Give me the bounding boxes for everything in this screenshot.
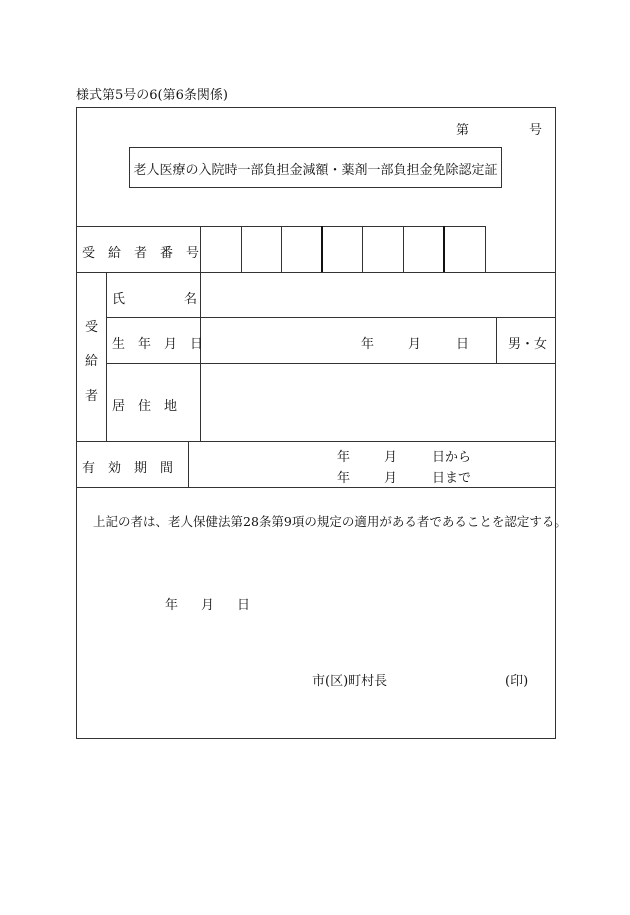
- address-label: 居 住 地: [112, 399, 178, 414]
- recipient-group-label: 受: [85, 320, 99, 335]
- cell-border: [403, 226, 404, 272]
- dob-label: 生 年 月 日: [112, 337, 204, 352]
- issue-month: 月: [201, 598, 215, 613]
- cell-border: [496, 317, 497, 363]
- recipient-number-label: 受 給 者 番 号: [82, 246, 200, 261]
- validity-to-year: 年: [337, 471, 351, 486]
- recipient-group-label: 者: [85, 389, 99, 404]
- dob-year: 年: [361, 337, 375, 352]
- issue-day: 日: [237, 598, 251, 613]
- validity-label: 有 効 期 間: [82, 461, 174, 476]
- cell-border: [443, 226, 445, 272]
- cell-border: [200, 226, 201, 272]
- issuer-label: 市(区)町村長: [312, 674, 388, 689]
- number-go: 号: [529, 123, 543, 138]
- divider: [106, 363, 556, 364]
- cell-border: [106, 272, 107, 441]
- validity-from-year: 年: [337, 450, 351, 465]
- cell-border: [188, 441, 189, 487]
- dob-month: 月: [408, 337, 422, 352]
- validity-from-day: 日から: [432, 450, 472, 465]
- validity-to-day: 日まで: [432, 471, 472, 486]
- cell-border: [281, 226, 282, 272]
- certificate-frame: [76, 107, 556, 739]
- divider: [106, 317, 556, 318]
- divider: [76, 441, 556, 442]
- validity-to-month: 月: [384, 471, 398, 486]
- divider: [76, 487, 556, 488]
- dob-day: 日: [456, 337, 470, 352]
- sex-field[interactable]: 男・女: [508, 337, 548, 352]
- certificate-title: 老人医療の入院時一部負担金減額・薬剤一部負担金免除認定証: [133, 163, 498, 178]
- issue-year: 年: [165, 598, 179, 613]
- cell-border: [241, 226, 242, 272]
- name-label: 氏: [112, 292, 126, 307]
- form-number: 様式第5号の6(第6条関係): [76, 88, 228, 103]
- cell-border: [200, 272, 201, 441]
- name-label: 名: [184, 292, 198, 307]
- cell-border: [485, 226, 486, 272]
- seal-mark: (印): [505, 674, 529, 689]
- certification-text: 上記の者は、老人保健法第28条第9項の規定の適用がある者であることを認定する。: [93, 514, 567, 529]
- recipient-group-label: 給: [85, 354, 99, 369]
- cell-border: [321, 226, 323, 272]
- cell-border: [362, 226, 363, 272]
- validity-from-month: 月: [384, 450, 398, 465]
- divider: [76, 272, 556, 273]
- number-dai: 第: [456, 123, 470, 138]
